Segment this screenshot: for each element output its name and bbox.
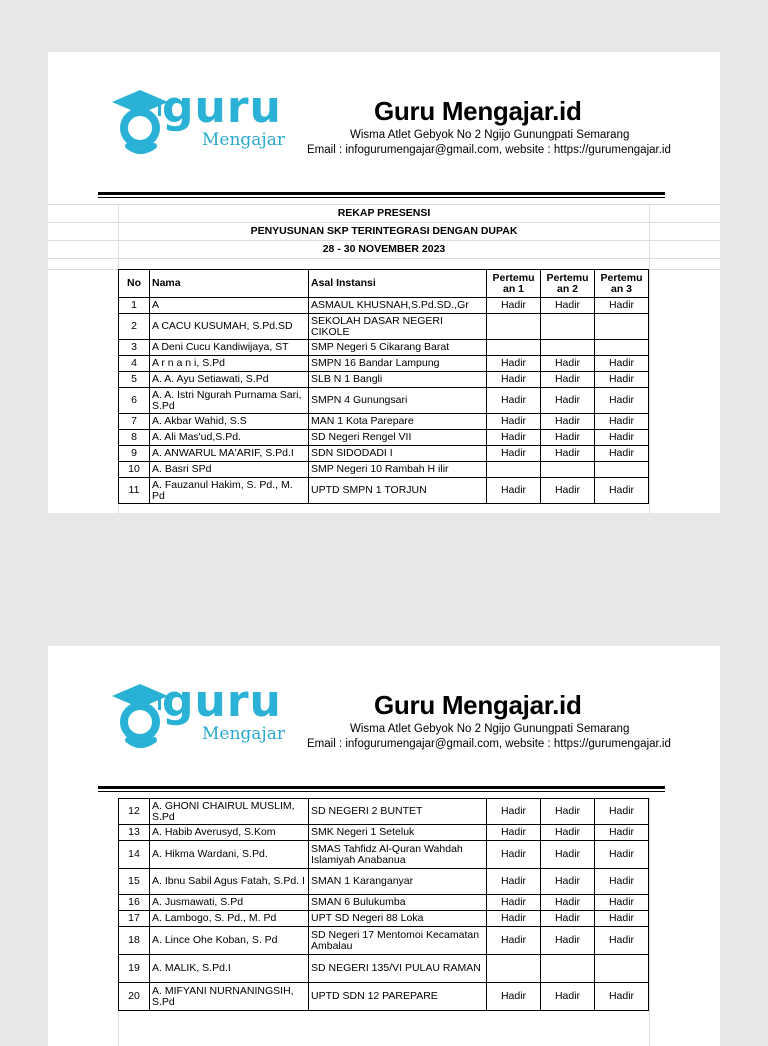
cell-pertemuan-2: Hadir — [541, 414, 595, 430]
cell-pertemuan-3: Hadir — [595, 430, 649, 446]
cell-no: 17 — [119, 911, 150, 927]
cell-pertemuan-1: Hadir — [487, 430, 541, 446]
cell-pertemuan-2: Hadir — [541, 372, 595, 388]
cell-pertemuan-2: Hadir — [541, 841, 595, 869]
cell-pertemuan-1: Hadir — [487, 414, 541, 430]
cell-pertemuan-3 — [595, 314, 649, 340]
cell-pertemuan-3: Hadir — [595, 298, 649, 314]
graduation-cap-icon — [110, 86, 170, 156]
table-row — [119, 825, 649, 841]
cell-no: 13 — [119, 825, 150, 841]
org-contact: Email : infogurumengajar@gmail.com, website : https://gurumengajar.id — [307, 144, 671, 156]
report-titles — [120, 204, 648, 258]
cell-nama: A. Basri SPd — [150, 462, 309, 478]
cell-no: 18 — [119, 927, 150, 955]
cell-no: 1 — [119, 298, 150, 314]
cell-no: 8 — [119, 430, 150, 446]
brand-sub: Mengajar — [202, 130, 285, 150]
cell-no: 16 — [119, 895, 150, 911]
cell-pertemuan-3: Hadir — [595, 869, 649, 895]
cell-pertemuan-2: Hadir — [541, 983, 595, 1011]
brand-word: guru — [162, 82, 282, 133]
cell-pertemuan-2: Hadir — [541, 356, 595, 372]
cell-asal: SMP Negeri 10 Rambah H ilir — [309, 462, 487, 478]
org-address: Wisma Atlet Gebyok No 2 Ngijo Gunungpati Semarang — [350, 723, 630, 735]
table-row — [119, 955, 649, 983]
cell-pertemuan-1: Hadir — [487, 895, 541, 911]
cell-pertemuan-3: Hadir — [595, 927, 649, 955]
document-page-2 — [48, 646, 720, 1046]
cell-nama: A. GHONI CHAIRUL MUSLIM, S.Pd — [150, 799, 309, 825]
cell-nama: A. Ali Mas'ud,S.Pd. — [150, 430, 309, 446]
cell-no: 20 — [119, 983, 150, 1011]
cell-no: 4 — [119, 356, 150, 372]
cell-asal: SDN SIDODADI I — [309, 446, 487, 462]
cell-asal: SMAN 6 Bulukumba — [309, 895, 487, 911]
cell-asal: SMP Negeri 5 Cikarang Barat — [309, 340, 487, 356]
cell-asal: SD Negeri 17 Mentomoi Kecamatan Ambalau — [309, 927, 487, 955]
cell-nama: A. Akbar Wahid, S.S — [150, 414, 309, 430]
cell-nama: A. Habib Averusyd, S.Kom — [150, 825, 309, 841]
cell-no: 2 — [119, 314, 150, 340]
cell-pertemuan-1 — [487, 340, 541, 356]
cell-pertemuan-1: Hadir — [487, 799, 541, 825]
cell-no: 7 — [119, 414, 150, 430]
cell-nama: A. Jusmawati, S.Pd — [150, 895, 309, 911]
cell-pertemuan-1: Hadir — [487, 446, 541, 462]
brand-sub: Mengajar — [202, 724, 285, 744]
cell-asal: SMAS Tahfidz Al-Quran Wahdah Islamiyah Anabanua — [309, 841, 487, 869]
cell-pertemuan-1 — [487, 314, 541, 340]
table-row — [119, 372, 649, 388]
cell-pertemuan-3: Hadir — [595, 446, 649, 462]
cell-pertemuan-1: Hadir — [487, 927, 541, 955]
cell-asal: SD NEGERI 2 BUNTET — [309, 799, 487, 825]
table-row — [119, 478, 649, 504]
cell-pertemuan-2: Hadir — [541, 430, 595, 446]
cell-pertemuan-3 — [595, 955, 649, 983]
cell-pertemuan-1: Hadir — [487, 911, 541, 927]
attendance-table-continued — [118, 798, 649, 1011]
cell-pertemuan-1: Hadir — [487, 298, 541, 314]
org-title: Guru Mengajar.id — [374, 96, 582, 126]
cell-pertemuan-3: Hadir — [595, 825, 649, 841]
cell-pertemuan-2: Hadir — [541, 298, 595, 314]
report-title: REKAP PRESENSI — [337, 207, 431, 219]
cell-pertemuan-3: Hadir — [595, 388, 649, 414]
cell-no: 11 — [119, 478, 150, 504]
table-row — [119, 799, 649, 825]
cell-nama: A. Hikma Wardani, S.Pd. — [150, 841, 309, 869]
header-rule-thin — [98, 791, 665, 792]
header-no: No — [119, 270, 150, 298]
cell-pertemuan-1: Hadir — [487, 388, 541, 414]
brand-word: guru — [162, 676, 282, 727]
graduation-cap-icon — [110, 680, 170, 750]
cell-nama: A. Lambogo, S. Pd., M. Pd — [150, 911, 309, 927]
cell-asal: SLB N 1 Bangli — [309, 372, 487, 388]
header-nama: Nama — [150, 270, 309, 298]
cell-pertemuan-2: Hadir — [541, 869, 595, 895]
cell-pertemuan-2: Hadir — [541, 895, 595, 911]
cell-asal: SMPN 4 Gunungsari — [309, 388, 487, 414]
cell-nama: A — [150, 298, 309, 314]
attendance-table — [118, 269, 649, 504]
cell-nama: A. MIFYANI NURNANINGSIH, S.Pd — [150, 983, 309, 1011]
cell-asal: SEKOLAH DASAR NEGERI CIKOLE — [309, 314, 487, 340]
cell-asal: UPT SD Negeri 88 Loka — [309, 911, 487, 927]
cell-pertemuan-3: Hadir — [595, 414, 649, 430]
cell-asal: ASMAUL KHUSNAH,S.Pd.SD.,Gr — [309, 298, 487, 314]
header-pertemuan-1: Pertemu an 1 — [487, 270, 541, 298]
cell-asal: SD NEGERI 135/VI PULAU RAMAN — [309, 955, 487, 983]
cell-pertemuan-3: Hadir — [595, 478, 649, 504]
table-row — [119, 430, 649, 446]
cell-pertemuan-3: Hadir — [595, 841, 649, 869]
cell-nama: A. Ibnu Sabil Agus Fatah, S.Pd. I — [150, 869, 309, 895]
header-rule — [98, 192, 665, 195]
cell-pertemuan-2 — [541, 955, 595, 983]
table-row — [119, 462, 649, 478]
cell-pertemuan-3 — [595, 340, 649, 356]
table-row — [119, 869, 649, 895]
header-asal: Asal Instansi — [309, 270, 487, 298]
cell-pertemuan-3: Hadir — [595, 983, 649, 1011]
header-pertemuan-3: Pertemu an 3 — [595, 270, 649, 298]
cell-pertemuan-3: Hadir — [595, 799, 649, 825]
cell-no: 12 — [119, 799, 150, 825]
brand-logo — [110, 676, 285, 750]
table-row — [119, 841, 649, 869]
table-row — [119, 983, 649, 1011]
cell-no: 5 — [119, 372, 150, 388]
cell-no: 10 — [119, 462, 150, 478]
cell-pertemuan-3: Hadir — [595, 372, 649, 388]
cell-nama: A. A. Ayu Setiawati, S.Pd — [150, 372, 309, 388]
cell-pertemuan-3: Hadir — [595, 911, 649, 927]
cell-asal: UPTD SDN 12 PAREPARE — [309, 983, 487, 1011]
cell-nama: A Deni Cucu Kandiwijaya, ST — [150, 340, 309, 356]
document-page-1 — [48, 52, 720, 513]
cell-pertemuan-1: Hadir — [487, 356, 541, 372]
cell-asal: SD Negeri Rengel VII — [309, 430, 487, 446]
report-subtitle: PENYUSUNAN SKP TERINTEGRASI DENGAN DUPAK — [250, 225, 518, 237]
cell-pertemuan-2: Hadir — [541, 446, 595, 462]
cell-nama: A. ANWARUL MA'ARIF, S.Pd.I — [150, 446, 309, 462]
cell-pertemuan-1: Hadir — [487, 869, 541, 895]
cell-pertemuan-1 — [487, 462, 541, 478]
org-contact: Email : infogurumengajar@gmail.com, website : https://gurumengajar.id — [307, 738, 671, 750]
cell-asal: SMAN 1 Karanganyar — [309, 869, 487, 895]
cell-nama: A. A. Istri Ngurah Purnama Sari, S.Pd — [150, 388, 309, 414]
cell-pertemuan-2: Hadir — [541, 825, 595, 841]
cell-asal: SMPN 16 Bandar Lampung — [309, 356, 487, 372]
table-row — [119, 314, 649, 340]
cell-no: 6 — [119, 388, 150, 414]
cell-no: 3 — [119, 340, 150, 356]
cell-pertemuan-2: Hadir — [541, 388, 595, 414]
cell-asal: UPTD SMPN 1 TORJUN — [309, 478, 487, 504]
table-row — [119, 895, 649, 911]
cell-pertemuan-2: Hadir — [541, 911, 595, 927]
table-row — [119, 911, 649, 927]
cell-no: 19 — [119, 955, 150, 983]
cell-nama: A r n a n i, S.Pd — [150, 356, 309, 372]
cell-pertemuan-2: Hadir — [541, 799, 595, 825]
table-row — [119, 446, 649, 462]
cell-pertemuan-2 — [541, 340, 595, 356]
cell-no: 15 — [119, 869, 150, 895]
cell-pertemuan-2 — [541, 314, 595, 340]
table-row — [119, 298, 649, 314]
cell-pertemuan-3 — [595, 462, 649, 478]
cell-nama: A. Lince Ohe Koban, S. Pd — [150, 927, 309, 955]
cell-pertemuan-1: Hadir — [487, 825, 541, 841]
cell-no: 14 — [119, 841, 150, 869]
table-header-row — [119, 270, 649, 298]
brand-logo — [110, 82, 285, 156]
org-address: Wisma Atlet Gebyok No 2 Ngijo Gunungpati Semarang — [350, 129, 630, 141]
report-date: 28 - 30 NOVEMBER 2023 — [322, 243, 446, 255]
cell-pertemuan-1: Hadir — [487, 983, 541, 1011]
cell-nama: A CACU KUSUMAH, S.Pd.SD — [150, 314, 309, 340]
cell-asal: SMK Negeri 1 Seteluk — [309, 825, 487, 841]
cell-pertemuan-1 — [487, 955, 541, 983]
cell-pertemuan-2 — [541, 462, 595, 478]
table-row — [119, 388, 649, 414]
cell-pertemuan-3: Hadir — [595, 356, 649, 372]
header-rule — [98, 786, 665, 789]
cell-pertemuan-1: Hadir — [487, 841, 541, 869]
cell-nama: A. Fauzanul Hakim, S. Pd., M. Pd — [150, 478, 309, 504]
cell-nama: A. MALIK, S.Pd.I — [150, 955, 309, 983]
table-row — [119, 414, 649, 430]
header-rule-thin — [98, 197, 665, 198]
cell-no: 9 — [119, 446, 150, 462]
cell-pertemuan-2: Hadir — [541, 927, 595, 955]
cell-pertemuan-3: Hadir — [595, 895, 649, 911]
header-pertemuan-2: Pertemu an 2 — [541, 270, 595, 298]
cell-pertemuan-2: Hadir — [541, 478, 595, 504]
table-row — [119, 340, 649, 356]
table-row — [119, 927, 649, 955]
org-title: Guru Mengajar.id — [374, 690, 582, 720]
cell-pertemuan-1: Hadir — [487, 478, 541, 504]
cell-pertemuan-1: Hadir — [487, 372, 541, 388]
cell-asal: MAN 1 Kota Parepare — [309, 414, 487, 430]
table-row — [119, 356, 649, 372]
